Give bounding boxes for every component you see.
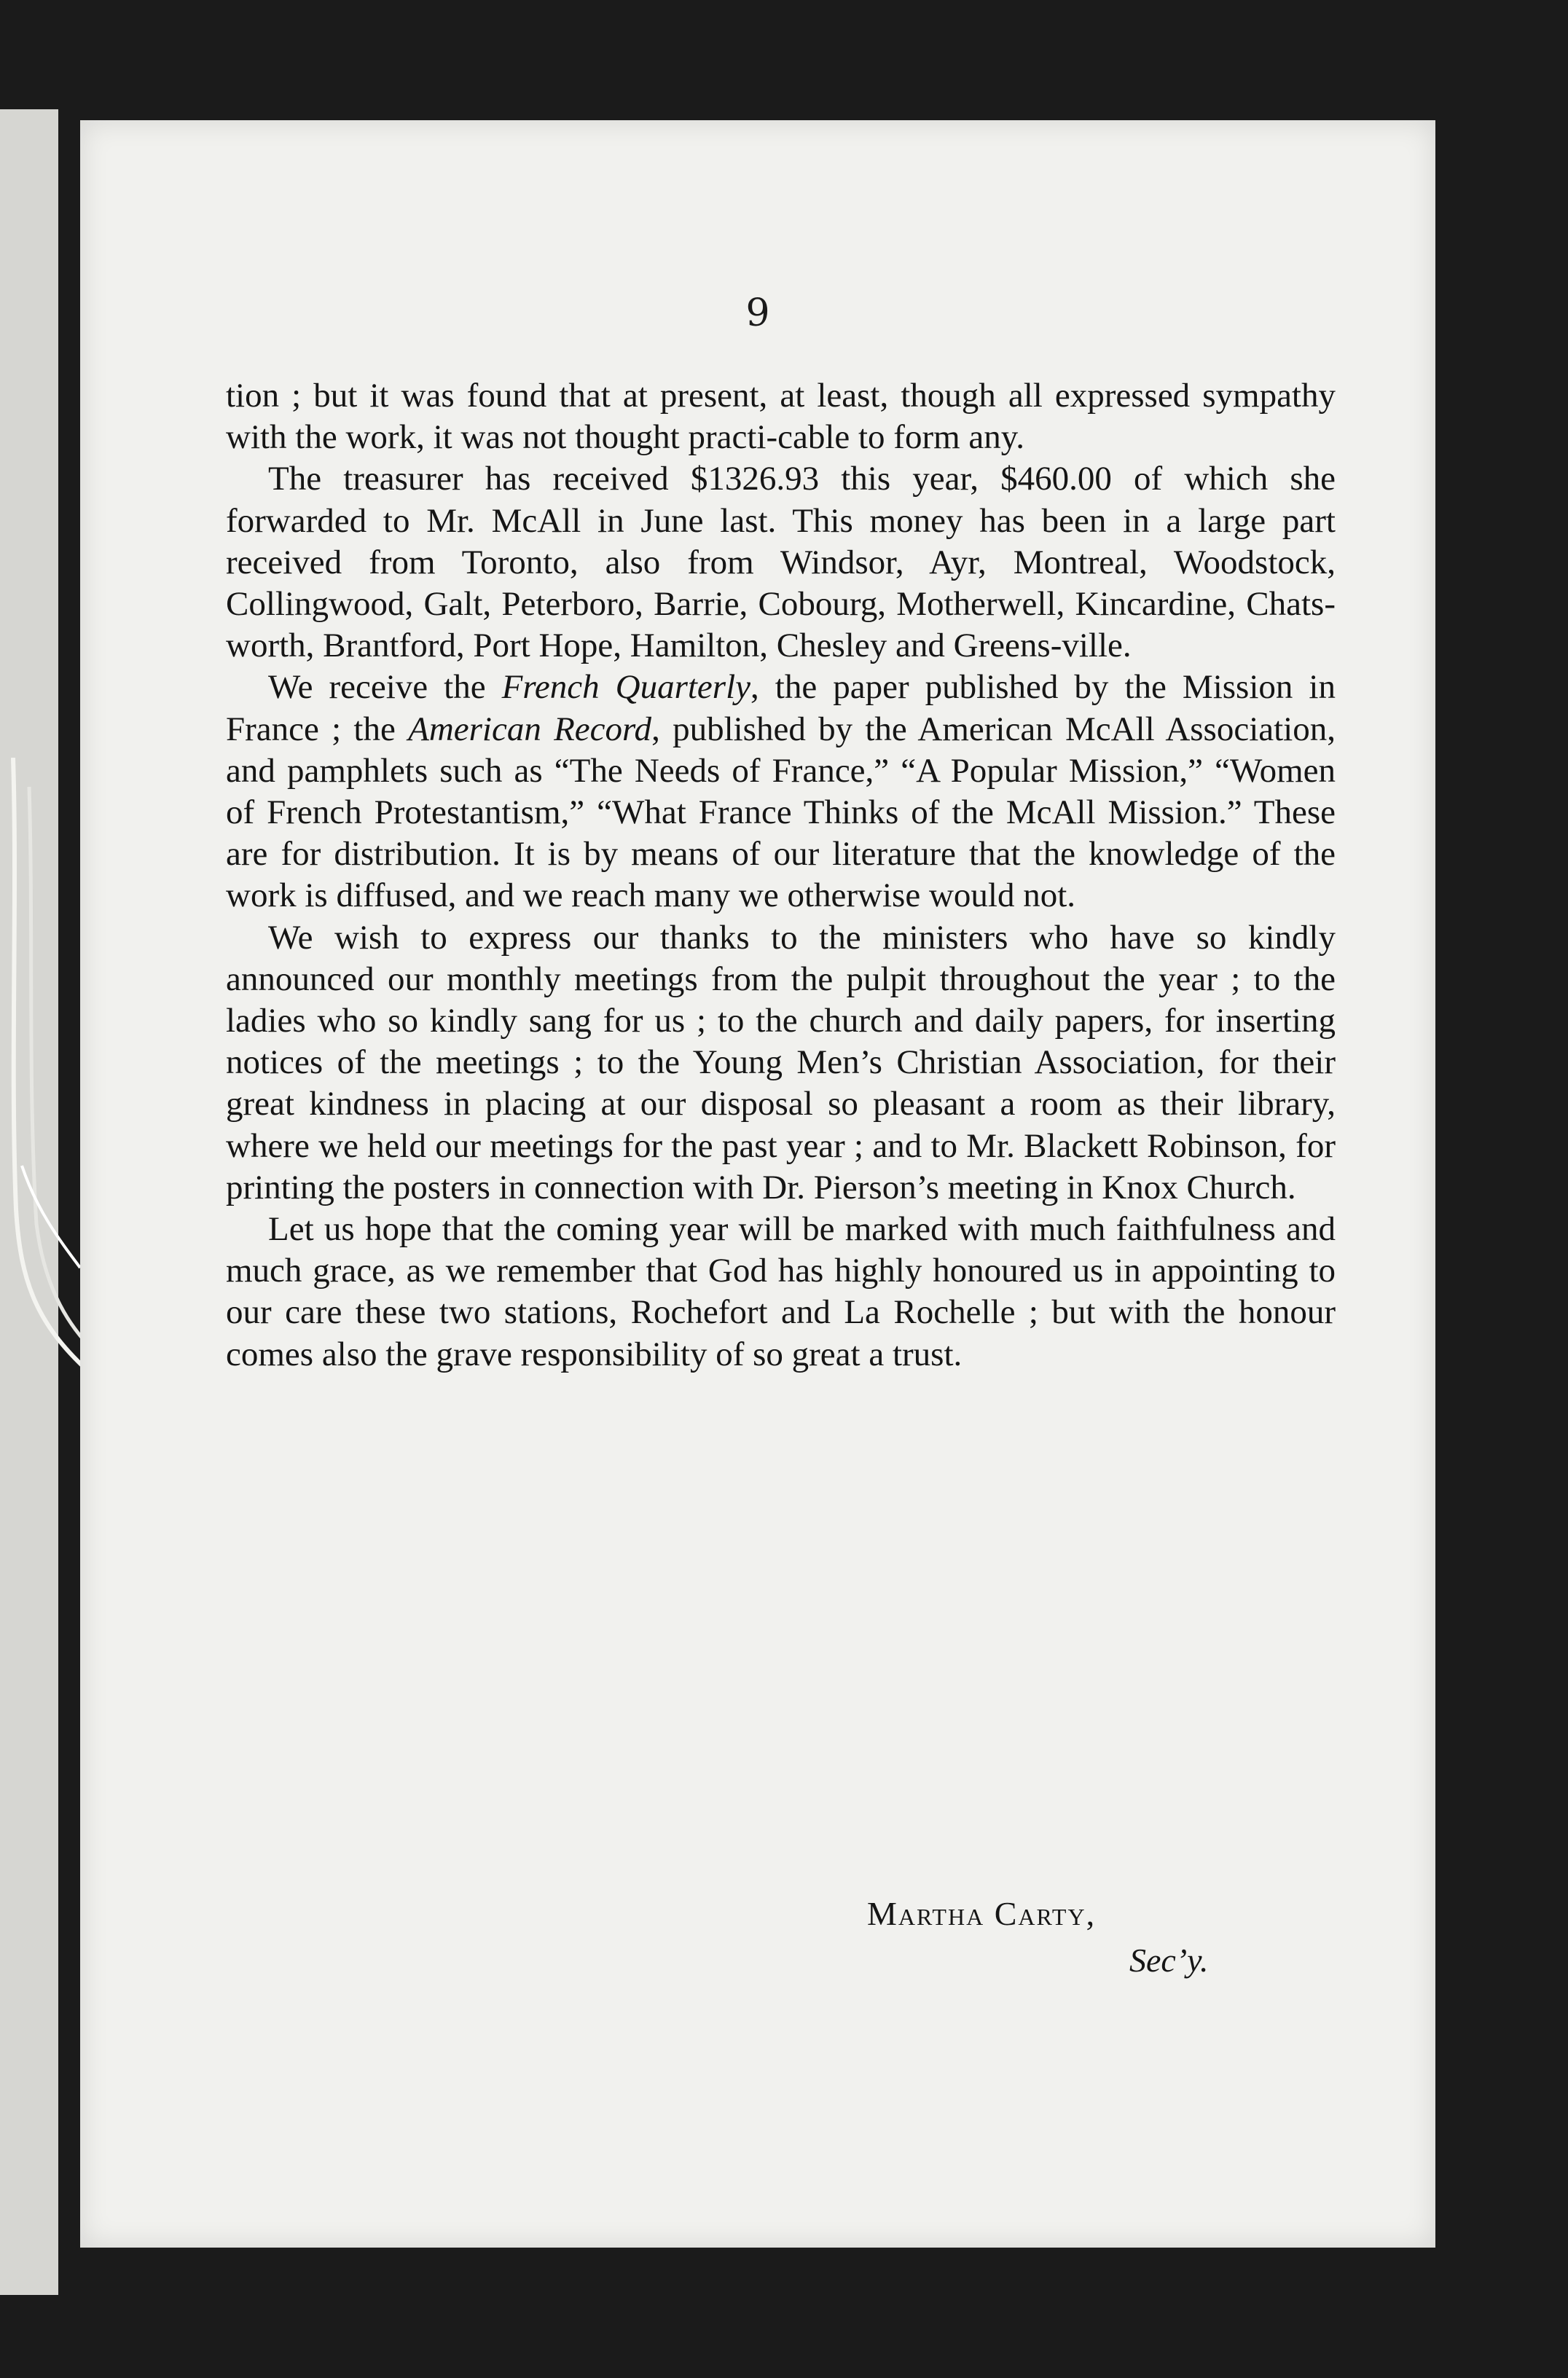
page-number: 9 [745, 291, 770, 335]
paragraph [226, 375, 1336, 458]
paragraph-text: Let us hope that the coming year will be marked with much faithfulness and much grace, as we remember that God has highly honoured us in appointing to our care these two stations, Rochefort and La Rochelle ; but with the honour comes also the grave responsibility of so great a trust. [226, 1210, 1336, 1373]
paragraph-text: We receive the [268, 668, 502, 707]
facing-page-edge [0, 109, 58, 2295]
paragraph [226, 917, 1336, 1209]
signature-block [867, 1891, 1304, 1984]
paragraph-text: , published by the American McAll Association, and pamphlets such as “The Needs of France,” “A Popular Mission,” “Women of French Protestantism,” “What France Thinks of the McAll Mission.” These are for distribution. It is by means of our literature that the knowledge of the work is diffused, and we reach many we otherwise would not. [226, 710, 1336, 915]
paragraph [226, 1209, 1336, 1376]
book-page [80, 120, 1435, 2248]
paragraph [226, 667, 1336, 917]
signature-title: Sec’y. [1129, 1942, 1209, 1979]
paragraph-text: , the paper published by the Mission in France ; the [226, 668, 1336, 748]
paragraph-text: We wish to express our thanks to the ministers who have so kindly announced our monthly meetings from the pulpit throughout the year ; to the ladies who so kindly sang for us ; to the church and daily papers, for inserting notices of the meetings ; to the Young Men’s Christian Association, for their great kindness in placing at our disposal so pleasant a room as their library, where we held our meetings for the past year ; and to Mr. Blackett Robinson, for printing the posters in connection with Dr. Pierson’s meeting in Knox Church. [226, 918, 1336, 1206]
paragraph [226, 458, 1336, 667]
italic-title: American Record [408, 710, 652, 748]
paragraph-text: The treasurer has received $1326.93 this year, $460.00 of which she forwarded to Mr. McAll in June last. This money has been in a large part received from Toronto, also from Windsor, Ayr, Montreal, Woodstock, Collingwood, Galt, Peterboro, Barrie, Cobourg, Motherwell, Kincardine, Chats-worth, Brantford, Port Hope, Hamilton, Chesley and Greens-ville. [226, 460, 1336, 665]
signature-name: Martha Carty, [867, 1895, 1097, 1932]
body-text [226, 375, 1336, 1376]
italic-title: French Quarterly [501, 668, 750, 707]
paragraph-text: tion ; but it was found that at present, at least, though all expressed sympathy with the work, it was not thought practi-cable to form any. [226, 377, 1336, 457]
